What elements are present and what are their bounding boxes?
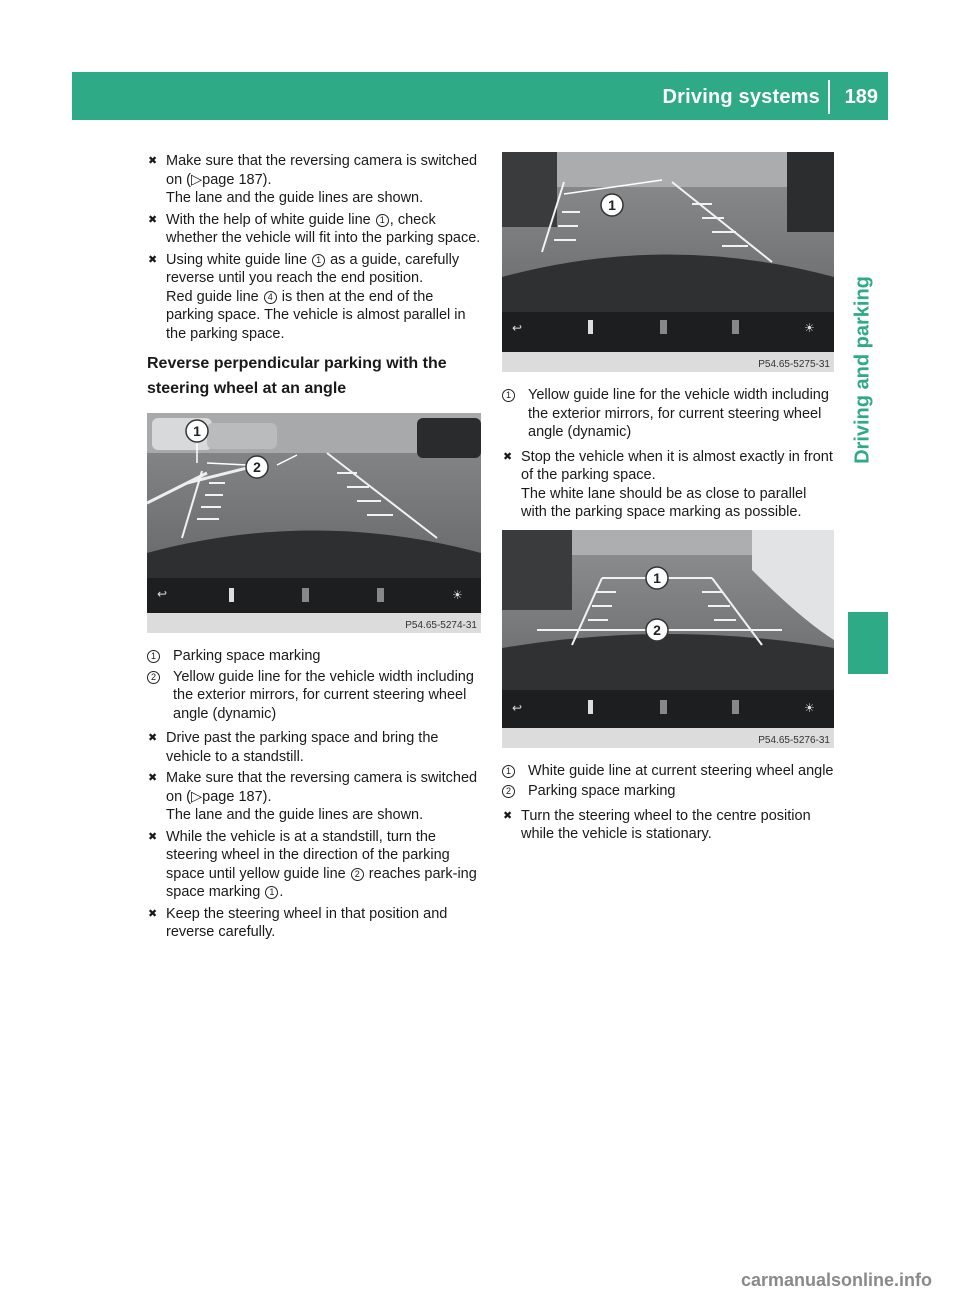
brightness-icon: ☀ [804, 321, 815, 335]
step-arrow-icon: ✖ [148, 907, 158, 920]
instruction-step: ✖ Make sure that the reversing camera is switched on (▷page 187). The lane and the guide lines are shown. [148, 153, 478, 206]
back-icon: ↩ [512, 321, 523, 335]
right-column [502, 152, 834, 847]
left-column [147, 152, 481, 945]
page-ref-link[interactable]: page 187). [202, 788, 272, 805]
instruction-step: ✖ While the vehicle is at a standstill, turn the steering wheel in the direction of the parking space until yellow guide line 2 reaches park-ing space marking 1 . [148, 828, 477, 900]
instruction-step: ✖ Drive past the parking space and bring the vehicle to a standstill. [148, 730, 439, 765]
image-callout-1: 1 [608, 197, 616, 213]
instruction-step: ✖ With the help of white guide line 1 , check whether the vehicle will fit into the parking space. [148, 211, 481, 246]
back-icon: ↩ [512, 700, 523, 715]
step-arrow-icon: ✖ [148, 772, 158, 784]
step-arrow-icon: ✖ [503, 450, 513, 463]
legend-item: 2 Parking space marking [502, 782, 834, 801]
page-ref-link[interactable]: page 187). [202, 171, 272, 188]
section-heading: Reverse perpendicular parking with the steering wheel at an angle [147, 355, 447, 397]
camera-figure [147, 413, 481, 633]
legend-number: 1 [502, 389, 515, 402]
section-title: Driving systems [662, 86, 820, 108]
back-icon: ↩ [157, 587, 168, 601]
instruction-step: ✖ Turn the steering wheel to the centre position while the vehicle is stationary. [503, 807, 811, 842]
page-ref-arrow-icon: ▷ [191, 788, 203, 805]
step-arrow-icon: ✖ [148, 253, 158, 266]
camera-figure [502, 152, 834, 372]
step-arrow-icon: ✖ [148, 213, 158, 226]
figure-caption: P54.65-5276-31 [758, 734, 830, 746]
legend-item: 1 Yellow guide line for the vehicle width including the exterior mirrors, for current steering wheel angle (dynamic) [502, 386, 834, 442]
instruction-step: ✖ Keep the steering wheel in that position and reverse carefully. [148, 905, 448, 940]
legend-number: 1 [502, 765, 515, 778]
watermark: carmanualsonline.info [740, 1270, 932, 1290]
image-callout-1: 1 [653, 569, 661, 586]
chapter-tab-label: Driving and parking [851, 276, 874, 464]
page-number: 189 [844, 86, 878, 108]
step-arrow-icon: ✖ [148, 830, 158, 843]
step-arrow-icon: ✖ [148, 155, 158, 167]
reversing-camera-image [502, 530, 834, 728]
step-arrow-icon: ✖ [503, 809, 513, 822]
reversing-camera-image [147, 413, 481, 613]
figure-caption: P54.65-5275-31 [758, 359, 830, 370]
step-arrow-icon: ✖ [148, 732, 158, 744]
legend-item: 1 Parking space marking [147, 647, 481, 666]
figure-caption: P54.65-5274-31 [405, 620, 477, 631]
callout-number: 2 [351, 868, 364, 881]
page-ref-arrow-icon: ▷ [191, 171, 203, 188]
chapter-tab-marker [848, 612, 888, 674]
camera-figure [502, 530, 834, 748]
callout-number: 1 [376, 214, 389, 227]
header-divider [828, 80, 830, 114]
callout-number: 1 [265, 886, 278, 899]
page-header [72, 72, 888, 120]
image-callout-1: 1 [193, 423, 201, 439]
legend-number: 2 [147, 671, 160, 684]
chapter-tab [843, 140, 883, 600]
callout-number: 1 [312, 254, 325, 267]
instruction-step: ✖ Make sure that the reversing camera is switched on (▷page 187). The lane and the guide lines are shown. [148, 770, 478, 823]
image-callout-2: 2 [653, 621, 661, 638]
callout-number: 4 [264, 291, 277, 304]
brightness-icon: ☀ [804, 700, 815, 715]
legend-item: 1 White guide line at current steering wheel angle [502, 762, 834, 781]
instruction-step: ✖ Stop the vehicle when it is almost exactly in front of the parking space. The white lane should be as close to parallel with the parking space marking as possible. [503, 448, 833, 520]
image-callout-2: 2 [253, 459, 261, 475]
legend-number: 1 [147, 650, 160, 663]
instruction-step: ✖ Using white guide line 1 as a guide, carefully reverse until you reach the end position. Red guide line 4 is then at the end of the parking space. The vehicle is almost parallel in the parking space. [148, 251, 466, 342]
reversing-camera-image [502, 152, 834, 352]
brightness-icon: ☀ [452, 588, 463, 602]
legend-item: 2 Yellow guide line for the vehicle width including the exterior mirrors, for current steering wheel angle (dynamic) [147, 668, 481, 724]
legend-number: 2 [502, 785, 515, 798]
